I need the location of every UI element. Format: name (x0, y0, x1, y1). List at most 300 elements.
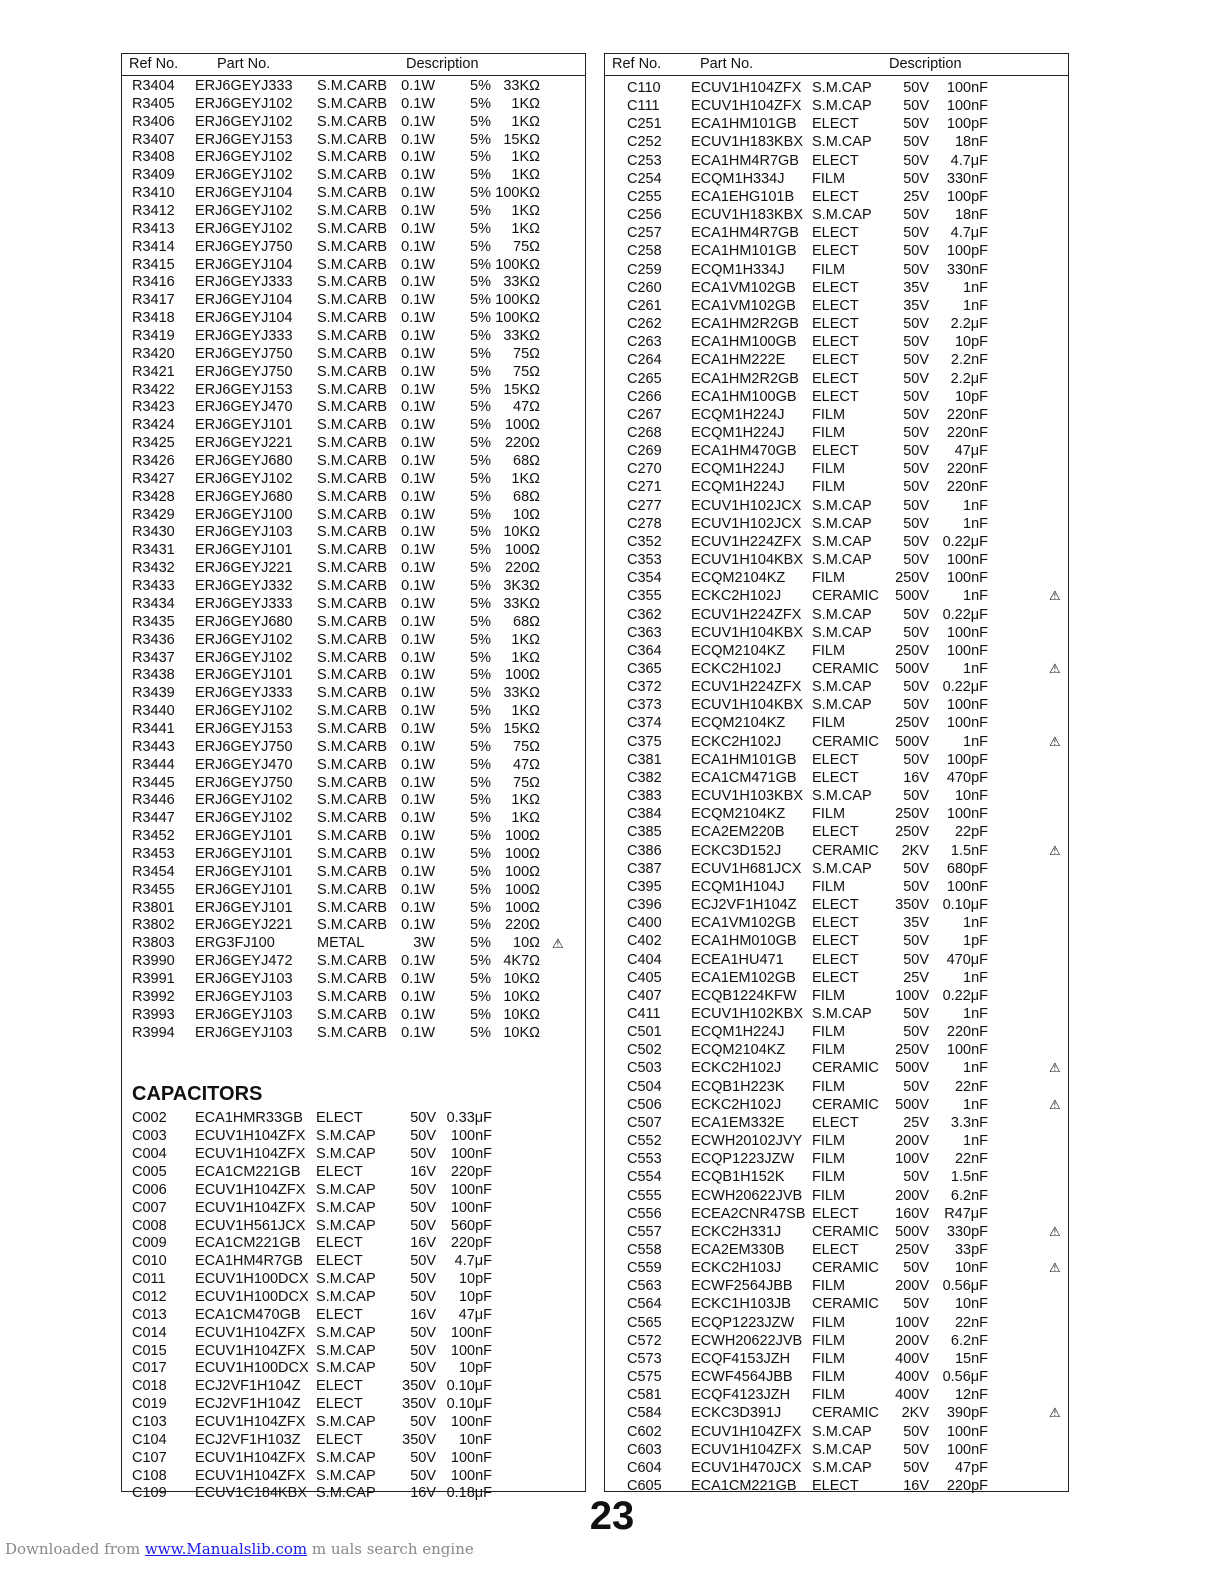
part-no: ECKC2H102J (691, 588, 782, 605)
table-row (122, 292, 585, 310)
voltage: 200V (895, 1187, 929, 1204)
wattage: 0.1W (401, 560, 435, 577)
resistance-value: 100Ω (504, 542, 540, 559)
part-no: ECQM2104KZ (691, 715, 786, 732)
table-row (605, 388, 1068, 406)
table-row (605, 787, 1068, 805)
component-type: ELECT (812, 769, 859, 786)
voltage: 50V (903, 116, 929, 133)
ref-no: R3407 (132, 131, 175, 148)
part-no: ECA1CM221GB (195, 1235, 301, 1252)
part-no: ECUV1H100DCX (195, 1271, 309, 1288)
voltage: 50V (903, 406, 929, 423)
ref-no: C352 (627, 533, 662, 550)
resistance-value: 33KΩ (503, 328, 540, 345)
table-row (605, 297, 1068, 315)
capacitance-value: 100nF (946, 806, 988, 823)
table-header (605, 54, 1068, 76)
capacitance-value: 220nF (946, 406, 988, 423)
ref-no: C277 (627, 497, 662, 514)
ref-no: C555 (627, 1187, 662, 1204)
ref-no: C604 (627, 1459, 662, 1476)
component-type: S.M.CARB (317, 756, 388, 773)
wattage: 0.1W (401, 131, 435, 148)
component-type: S.M.CARB (317, 810, 388, 827)
part-no: ERJ6GEYJ101 (195, 828, 293, 845)
component-type: FILM (812, 261, 846, 278)
voltage: 50V (903, 243, 929, 260)
table-row (122, 935, 585, 953)
part-no: ECQP1223JZW (691, 1151, 795, 1168)
ref-no: C506 (627, 1096, 662, 1113)
component-type: ELECT (812, 751, 859, 768)
component-type: METAL (317, 935, 365, 952)
component-type: S.M.CARB (317, 649, 388, 666)
capacitance-value: 10pF (458, 1271, 492, 1288)
table-row (605, 1295, 1068, 1313)
part-no: ECUV1H224ZFX (691, 606, 802, 623)
part-no: ECA1EHG101B (691, 188, 795, 205)
component-type: ELECT (316, 1110, 363, 1127)
part-no: ERJ6GEYJ332 (195, 578, 293, 595)
capacitance-value: 220nF (946, 424, 988, 441)
part-no: ERJ6GEYJ153 (195, 381, 293, 398)
voltage: 50V (410, 1360, 436, 1377)
tolerance: 5% (470, 435, 491, 452)
table-row (605, 497, 1068, 515)
component-type: ELECT (812, 933, 859, 950)
component-type: S.M.CAP (316, 1128, 376, 1145)
ref-no: R3420 (132, 345, 175, 362)
tolerance: 5% (470, 381, 491, 398)
voltage: 50V (903, 334, 929, 351)
component-type: S.M.CARB (317, 78, 388, 94)
part-no: ERJ6GEYJ750 (195, 738, 293, 755)
part-no: ERJ6GEYJ103 (195, 988, 293, 1005)
ref-no: C558 (627, 1242, 662, 1258)
part-no: ECUV1H104KBX (691, 624, 804, 641)
component-type: S.M.CAP (812, 207, 872, 224)
part-no: ECQM1H224J (691, 479, 785, 496)
ref-no: C017 (132, 1360, 167, 1377)
ref-no: R3428 (132, 488, 175, 505)
capacitance-value: 100nF (450, 1467, 492, 1484)
component-type: FILM (812, 1042, 846, 1059)
voltage: 250V (895, 1042, 929, 1059)
table-row (605, 1205, 1068, 1223)
resistance-value: 1KΩ (511, 810, 540, 827)
voltage: 50V (410, 1324, 436, 1341)
table-row (605, 460, 1068, 478)
part-no: ECUV1H104ZFX (195, 1199, 306, 1216)
part-no: ECQM1H224J (691, 406, 785, 423)
wattage: 0.1W (401, 238, 435, 255)
ref-no: C263 (627, 334, 662, 351)
component-type: S.M.CARB (317, 899, 388, 916)
capacitance-value: 10nF (458, 1431, 492, 1448)
table-row (605, 1314, 1068, 1332)
voltage: 2KV (901, 842, 929, 859)
table-row (605, 115, 1068, 133)
component-type: S.M.CAP (812, 80, 872, 96)
wattage: 0.1W (401, 1024, 435, 1041)
part-no: ECQM1H334J (691, 261, 785, 278)
wattage: 0.1W (401, 310, 435, 327)
wattage: 0.1W (401, 720, 435, 737)
voltage: 50V (903, 207, 929, 224)
part-no: ECQF4123JZH (691, 1387, 791, 1404)
capacitance-value: 100nF (450, 1128, 492, 1145)
capacitance-value: 6.2nF (950, 1187, 988, 1204)
voltage: 350V (895, 897, 929, 914)
component-type: ELECT (812, 969, 859, 986)
ref-no: C253 (627, 152, 662, 169)
ref-no: C013 (132, 1306, 167, 1323)
part-no: ECQM1H224J (691, 461, 785, 478)
tolerance: 5% (470, 810, 491, 827)
component-type: S.M.CARB (317, 774, 388, 791)
ref-no: C381 (627, 751, 662, 768)
voltage: 50V (410, 1128, 436, 1145)
ref-no: C267 (627, 406, 662, 423)
part-no: ERJ6GEYJ102 (195, 810, 293, 827)
component-type: S.M.CARB (317, 685, 388, 702)
header-part-no: Part No. (700, 56, 754, 72)
ref-no: C385 (627, 824, 662, 841)
voltage: 250V (895, 715, 929, 732)
component-type: S.M.CAP (316, 1271, 376, 1288)
resistor-list (122, 78, 585, 1042)
voltage: 50V (903, 370, 929, 387)
capacitance-value: 100nF (450, 1146, 492, 1163)
part-no: ECQM1H334J (691, 170, 785, 187)
component-type: FILM (812, 1350, 846, 1367)
ref-no: C556 (627, 1205, 662, 1222)
wattage: 0.1W (401, 256, 435, 273)
manualslib-link[interactable]: www.Manualslib.com (144, 1540, 308, 1558)
ref-no: C012 (132, 1289, 167, 1305)
capacitance-value: 100nF (450, 1414, 492, 1431)
part-no: ECJ2VF1H104Z (195, 1396, 301, 1413)
capacitance-value: 22nF (954, 1078, 988, 1095)
capacitance-value: 1nF (963, 733, 988, 750)
capacitance-value: 100nF (946, 642, 988, 659)
capacitance-value: 2.2μF (950, 316, 988, 333)
capacitance-value: 220pF (450, 1235, 492, 1252)
table-row (605, 1150, 1068, 1168)
ref-no: R3445 (132, 774, 175, 791)
table-row (122, 346, 585, 364)
resistance-value: 100KΩ (495, 256, 540, 273)
part-no: ECUV1H102KBX (691, 1005, 804, 1022)
resistance-value: 10KΩ (503, 988, 540, 1005)
resistance-value: 33KΩ (503, 274, 540, 291)
table-row (122, 257, 585, 275)
voltage: 16V (410, 1163, 436, 1180)
voltage: 50V (903, 443, 929, 460)
resistance-value: 220Ω (504, 560, 540, 577)
capacitance-value: R47μF (944, 1205, 988, 1222)
part-no: ECUV1C184KBX (195, 1485, 308, 1502)
component-type: S.M.CARB (317, 703, 388, 720)
tolerance: 5% (470, 738, 491, 755)
voltage: 50V (903, 624, 929, 641)
table-row (605, 1005, 1068, 1023)
ref-no: R3994 (132, 1024, 175, 1041)
ref-no: R3417 (132, 292, 175, 309)
voltage: 35V (903, 297, 929, 314)
capacitance-value: 100nF (450, 1449, 492, 1466)
header-description: Description (406, 56, 479, 72)
voltage: 50V (410, 1199, 436, 1216)
part-no: ERJ6GEYJ101 (195, 542, 293, 559)
voltage: 16V (903, 769, 929, 786)
resistance-value: 100Ω (504, 667, 540, 684)
table-row (605, 1277, 1068, 1295)
ref-no: C374 (627, 715, 662, 732)
component-type: FILM (812, 642, 846, 659)
resistance-value: 1KΩ (511, 167, 540, 184)
voltage: 35V (903, 915, 929, 932)
voltage: 250V (895, 642, 929, 659)
ref-no: C396 (627, 897, 662, 914)
part-no: ERJ6GEYJ221 (195, 917, 293, 934)
tolerance: 5% (470, 131, 491, 148)
ref-no: R3990 (132, 953, 175, 970)
capacitance-value: 330nF (946, 261, 988, 278)
tolerance: 5% (470, 631, 491, 648)
ref-no: R3446 (132, 792, 175, 809)
capacitance-value: 1.5nF (950, 1169, 988, 1186)
capacitance-value: 100nF (450, 1199, 492, 1216)
ref-no: C268 (627, 424, 662, 441)
component-type: ELECT (316, 1431, 363, 1448)
ref-no: R3992 (132, 988, 175, 1005)
component-type: ELECT (812, 1114, 859, 1131)
voltage: 160V (895, 1205, 929, 1222)
ref-no: R3423 (132, 399, 175, 416)
part-no: ECUV1H104ZFX (691, 1423, 802, 1440)
capacitance-value: 100nF (946, 1441, 988, 1458)
safety-warning-icon: ⚠ (1049, 1096, 1061, 1112)
capacitance-value: 4.7μF (454, 1253, 492, 1270)
ref-no: C365 (627, 661, 662, 677)
component-type: S.M.CAP (316, 1449, 376, 1466)
table-row (122, 524, 585, 542)
voltage: 50V (410, 1146, 436, 1163)
ref-no: R3425 (132, 435, 175, 452)
capacitance-value: 10pF (954, 334, 988, 351)
part-no: ECA1HM010GB (691, 933, 797, 950)
ref-no: R3412 (132, 203, 175, 220)
component-type: CERAMIC (812, 661, 879, 677)
voltage: 50V (903, 951, 929, 968)
wattage: 0.1W (401, 453, 435, 470)
ref-no: C402 (627, 933, 662, 950)
table-row (122, 560, 585, 578)
voltage: 50V (903, 424, 929, 441)
safety-warning-icon: ⚠ (1049, 661, 1061, 676)
table-row (605, 351, 1068, 369)
part-no: ERJ6GEYJ100 (195, 506, 293, 523)
ref-no: C265 (627, 370, 662, 387)
voltage: 50V (903, 552, 929, 569)
part-no: ECKC1H103JB (691, 1296, 791, 1313)
resistance-value: 10KΩ (503, 970, 540, 987)
ref-no: C108 (132, 1467, 167, 1484)
table-row (605, 914, 1068, 932)
component-type: S.M.CARB (317, 667, 388, 684)
tolerance: 5% (470, 774, 491, 791)
wattage: 0.1W (401, 631, 435, 648)
component-type: S.M.CAP (316, 1217, 376, 1234)
table-row (122, 614, 585, 632)
table-row (122, 1110, 585, 1128)
resistance-value: 1KΩ (511, 631, 540, 648)
voltage: 50V (903, 225, 929, 242)
tolerance: 5% (470, 703, 491, 720)
part-no: ECA2EM220B (691, 824, 785, 841)
part-no: ECUV1H100DCX (195, 1289, 309, 1305)
capacitance-value: 220pF (450, 1163, 492, 1180)
table-row (605, 678, 1068, 696)
capacitance-value: 100pF (946, 116, 988, 133)
table-row (605, 987, 1068, 1005)
ref-no: C103 (132, 1414, 167, 1431)
ref-no: C404 (627, 951, 662, 968)
table-row (122, 1360, 585, 1378)
voltage: 350V (402, 1378, 436, 1395)
component-type: ELECT (316, 1235, 363, 1252)
wattage: 0.1W (401, 685, 435, 702)
table-row (122, 953, 585, 971)
component-type: FILM (812, 406, 846, 423)
tolerance: 5% (470, 95, 491, 112)
table-row (605, 624, 1068, 642)
component-type: FILM (812, 1078, 846, 1095)
tolerance: 5% (470, 613, 491, 630)
ref-no: C507 (627, 1114, 662, 1131)
part-no: ECKC3D391J (691, 1405, 782, 1422)
part-no: ERJ6GEYJ102 (195, 470, 293, 487)
part-no: ECUV1H102JCX (691, 515, 802, 532)
ref-no: R3439 (132, 685, 175, 702)
component-type: S.M.CARB (317, 524, 388, 541)
component-type: S.M.CARB (317, 881, 388, 898)
capacitors-section-title: CAPACITORS (132, 1083, 263, 1106)
wattage: 0.1W (401, 810, 435, 827)
part-no: ECEA2CNR47SB (691, 1205, 806, 1222)
ref-no: C362 (627, 606, 662, 623)
component-type: S.M.CARB (317, 828, 388, 845)
component-type: S.M.CARB (317, 435, 388, 452)
part-no: ECA1HM2R2GB (691, 316, 799, 333)
table-row (122, 1253, 585, 1271)
component-type: ELECT (812, 443, 859, 460)
part-no: ECA1HM101GB (691, 751, 797, 768)
part-no: ERJ6GEYJ104 (195, 310, 293, 327)
ref-no: R3455 (132, 881, 175, 898)
part-no: ECUV1H103KBX (691, 788, 804, 805)
component-type: ELECT (316, 1306, 363, 1323)
table-row (122, 667, 585, 685)
safety-warning-icon: ⚠ (1049, 588, 1061, 604)
ref-no: C355 (627, 588, 662, 605)
table-row (122, 1218, 585, 1236)
part-no: ERJ6GEYJ153 (195, 131, 293, 148)
resistance-value: 1KΩ (511, 113, 540, 130)
tolerance: 5% (470, 845, 491, 862)
ref-no: C375 (627, 733, 662, 750)
component-type: S.M.CARB (317, 149, 388, 166)
ref-no: R3429 (132, 506, 175, 523)
voltage: 50V (410, 1271, 436, 1288)
table-row (605, 79, 1068, 97)
footer-suffix: m uals search engine (307, 1540, 474, 1558)
part-no: ECEA1HU471 (691, 951, 784, 968)
capacitance-value: 22nF (954, 1151, 988, 1168)
capacitance-value: 1nF (963, 969, 988, 986)
resistance-value: 100KΩ (495, 185, 540, 202)
part-no: ERJ6GEYJ102 (195, 220, 293, 237)
wattage: 0.1W (401, 417, 435, 434)
wattage: 0.1W (401, 506, 435, 523)
voltage: 100V (895, 1314, 929, 1331)
capacitance-value: 1nF (963, 279, 988, 296)
ref-no: C260 (627, 279, 662, 296)
ref-no: R3415 (132, 256, 175, 273)
resistance-value: 100Ω (504, 899, 540, 916)
capacitance-value: 0.18μF (446, 1485, 492, 1502)
capacitance-value: 100pF (946, 751, 988, 768)
tolerance: 5% (470, 970, 491, 987)
component-type: S.M.CARB (317, 131, 388, 148)
ref-no: C386 (627, 842, 662, 859)
ref-no: R3422 (132, 381, 175, 398)
part-no: ECA1VM102GB (691, 279, 796, 296)
resistance-value: 15KΩ (503, 720, 540, 737)
safety-warning-icon: ⚠ (1049, 1060, 1061, 1076)
wattage: 0.1W (401, 220, 435, 237)
component-type: S.M.CARB (317, 613, 388, 630)
ref-no: C259 (627, 261, 662, 278)
tolerance: 5% (470, 310, 491, 327)
component-type: S.M.CARB (317, 95, 388, 112)
part-no: ERJ6GEYJ101 (195, 417, 293, 434)
capacitance-value: 1nF (963, 497, 988, 514)
part-no: ERJ6GEYJ221 (195, 435, 293, 452)
resistance-value: 220Ω (504, 917, 540, 934)
part-no: ECA1HM222E (691, 352, 786, 369)
table-row (122, 1007, 585, 1025)
table-row (605, 878, 1068, 896)
component-type: S.M.CARB (317, 345, 388, 362)
wattage: 0.1W (401, 524, 435, 541)
voltage: 25V (903, 969, 929, 986)
part-no: ECA1CM221GB (195, 1163, 301, 1180)
component-type: S.M.CARB (317, 470, 388, 487)
wattage: 0.1W (401, 828, 435, 845)
component-type: S.M.CARB (317, 292, 388, 309)
voltage: 200V (895, 1278, 929, 1295)
voltage: 50V (903, 352, 929, 369)
component-type: FILM (812, 424, 846, 441)
voltage: 50V (410, 1110, 436, 1127)
component-type: ELECT (812, 316, 859, 333)
wattage: 0.1W (401, 113, 435, 130)
component-type: ELECT (812, 897, 859, 914)
part-no: ECUV1H104KBX (691, 697, 804, 714)
